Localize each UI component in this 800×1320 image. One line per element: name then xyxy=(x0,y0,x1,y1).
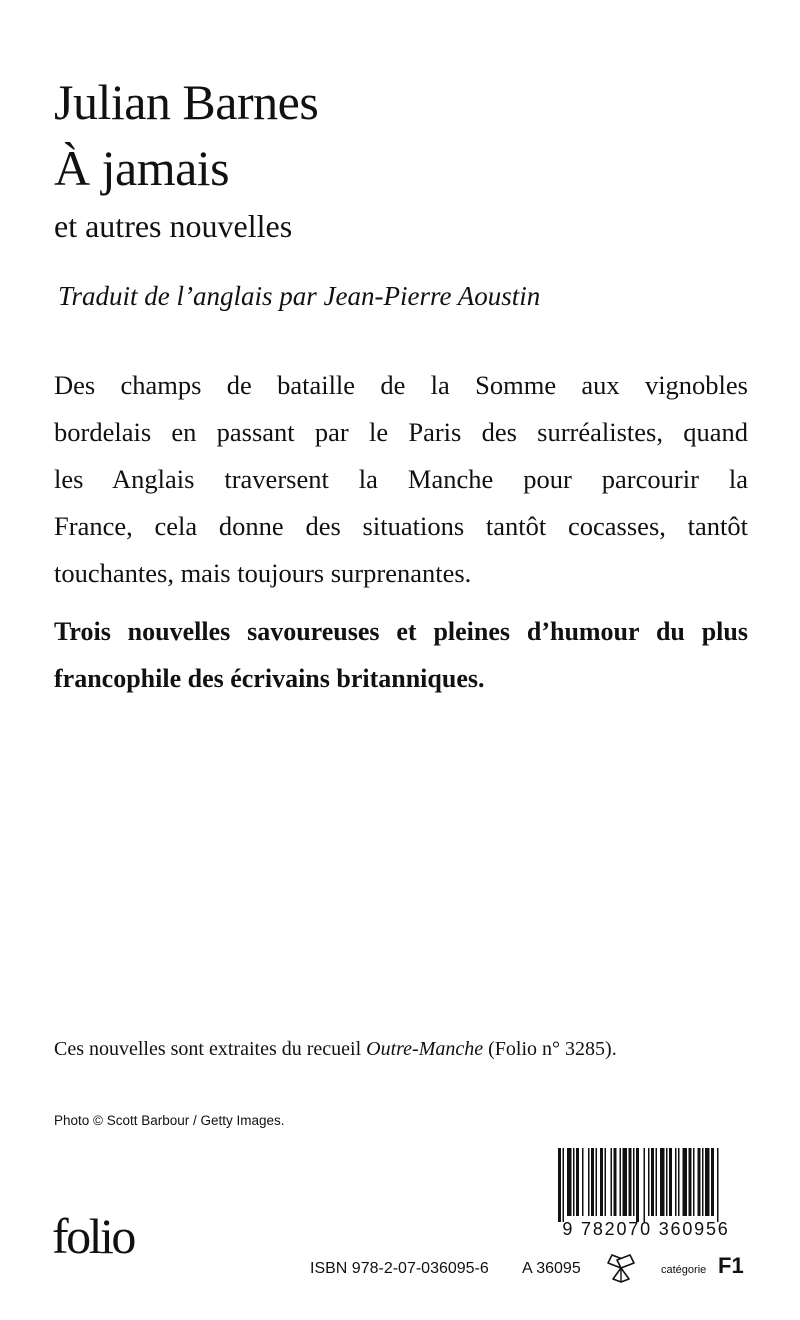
barcode-bar xyxy=(644,1148,646,1222)
barcode-bar xyxy=(636,1148,639,1222)
barcode-bar xyxy=(666,1148,668,1216)
barcode-bar xyxy=(600,1148,603,1216)
barcode-bar xyxy=(591,1148,594,1216)
barcode-bar xyxy=(629,1148,632,1216)
barcode-bar xyxy=(651,1148,654,1216)
barcode-bar xyxy=(702,1148,704,1216)
barcode-bar xyxy=(558,1148,561,1222)
book-subtitle: et autres nouvelles xyxy=(54,208,293,244)
barcode-bar xyxy=(620,1148,622,1216)
barcode-bar xyxy=(683,1148,688,1216)
tagline-line: Trois nouvelles savoureuses et pleines d’humour du plus xyxy=(54,617,748,646)
category-code: F1 xyxy=(718,1253,744,1278)
blurb-line: Des champs de bataille de la Somme aux vignobles xyxy=(54,370,748,400)
barcode-bar xyxy=(717,1148,719,1222)
blurb-line: France, cela donne des situations tantôt cocasses, tantôt xyxy=(54,511,748,541)
blurb-line: bordelais en passant par le Paris des surréalistes, quand xyxy=(54,417,748,447)
source-note-prefix: Ces nouvelles sont extraites du recueil xyxy=(54,1038,362,1060)
barcode-bar xyxy=(705,1148,710,1216)
barcode-bar xyxy=(605,1148,607,1216)
barcode-bar xyxy=(711,1148,714,1216)
barcode-bar xyxy=(588,1148,590,1216)
isbn-number: ISBN 978-2-07-036095-6 xyxy=(310,1260,489,1277)
barcode-bar xyxy=(573,1148,575,1216)
barcode-bar xyxy=(689,1148,692,1216)
barcode-bar xyxy=(576,1148,579,1216)
barcode-bar xyxy=(633,1148,635,1216)
barcode xyxy=(544,1148,748,1240)
barcode-bar xyxy=(623,1148,628,1216)
folio-books-icon xyxy=(603,1252,639,1284)
barcode-bar xyxy=(656,1148,658,1216)
barcode-bar xyxy=(660,1148,665,1216)
source-note xyxy=(54,1036,617,1062)
book-title: À jamais xyxy=(54,140,230,196)
barcode-bar xyxy=(614,1148,617,1216)
barcode-bar xyxy=(648,1148,650,1216)
barcode-bar xyxy=(582,1148,584,1216)
translator-credit: Traduit de l’anglais par Jean-Pierre Aoustin xyxy=(58,281,541,311)
source-book-title: Outre-Manche xyxy=(366,1038,484,1060)
author-name: Julian Barnes xyxy=(54,74,319,130)
barcode-bar xyxy=(567,1148,572,1216)
blurb-line: touchantes, mais toujours surprenantes. xyxy=(54,558,472,588)
source-note-suffix: (Folio n° 3285). xyxy=(488,1038,617,1060)
blurb-paragraph xyxy=(54,362,748,597)
blurb-line: les Anglais traversent la Manche pour parcourir la xyxy=(54,464,748,494)
tagline-line: francophile des écrivains britanniques. xyxy=(54,664,485,693)
product-code: A 36095 xyxy=(522,1260,581,1277)
barcode-bar xyxy=(698,1148,701,1216)
barcode-bar xyxy=(611,1148,613,1216)
barcode-digits: 9 782070 360956 xyxy=(562,1219,730,1239)
barcode-bar xyxy=(563,1148,565,1222)
folio-logo: folio xyxy=(52,1208,134,1264)
tagline-paragraph xyxy=(54,608,748,702)
barcode-bar xyxy=(693,1148,695,1216)
category-label: catégorie xyxy=(661,1264,707,1276)
barcode-bar xyxy=(596,1148,598,1216)
barcode-bar xyxy=(669,1148,672,1216)
barcode-bar xyxy=(678,1148,680,1216)
barcode-bar xyxy=(675,1148,677,1216)
photo-credit: Photo © Scott Barbour / Getty Images. xyxy=(54,1113,285,1128)
